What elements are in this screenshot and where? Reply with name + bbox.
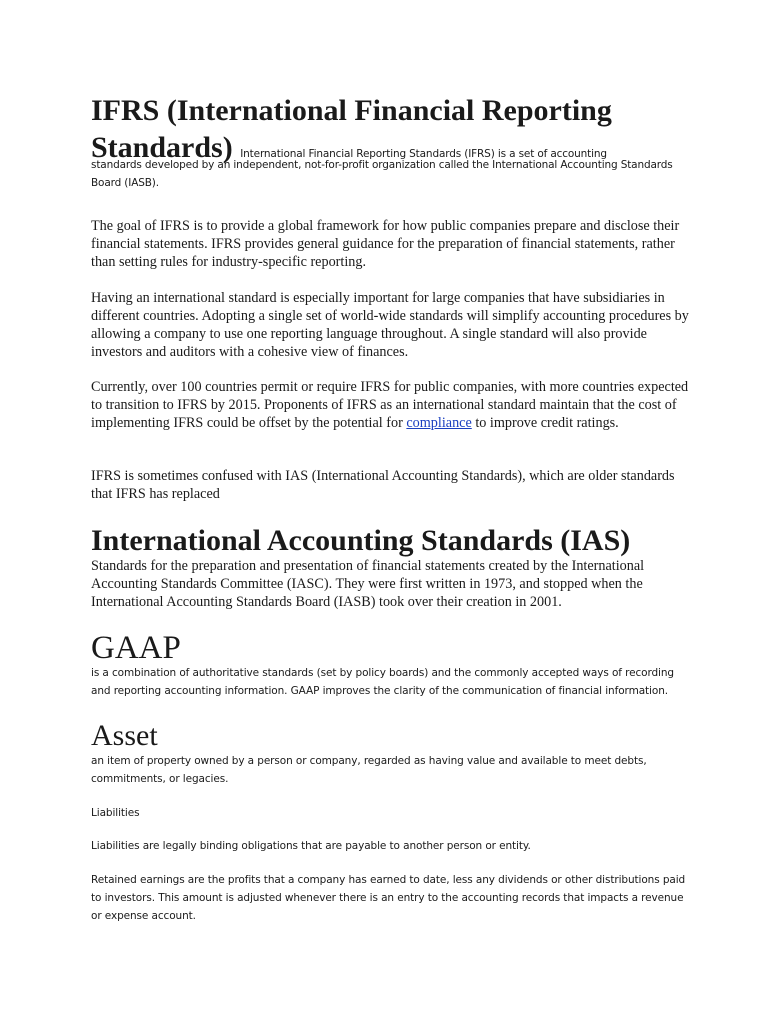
retained-earnings-paragraph: Retained earnings are the profits that a company has earned to date, less any dividends or other distributions paid to investors. This amount is adjusted whenever there is an entry to the accounting records that impacts a revenue or expense account. xyxy=(91,874,686,922)
ifrs-international-paragraph: Having an international standard is especially important for large companies that have subsidiaries in different countries. Adopting a single set of world-wide standards will simplify accounting procedures by allowing a company to use one reporting language throughout. A single standard will also provide investors and auditors with a cohesive view of finances. xyxy=(91,290,689,360)
liabilities-heading: Liabilities xyxy=(91,807,140,819)
ifrs-countries-text-after: to improve credit ratings. xyxy=(471,415,619,431)
ifrs-description-continued: standards developed by an independent, not-for-profit organization called the International Accounting Standards Board (IASB). xyxy=(91,159,673,189)
gaap-paragraph: is a combination of authoritative standards (set by policy boards) and the commonly accepted ways of recording and reporting accounting information. GAAP improves the clarity of the communication of financial information. xyxy=(91,667,674,697)
liabilities-paragraph: Liabilities are legally binding obligations that are payable to another person or entity. xyxy=(91,840,531,852)
asset-heading: Asset xyxy=(91,719,158,752)
compliance-link[interactable]: compliance xyxy=(406,415,472,431)
ifrs-heading xyxy=(91,92,691,192)
ifrs-countries-text-before: Currently, over 100 countries permit or require IFRS for public companies, with more countries expected to transition to IFRS by 2015. Proponents of IFRS as an international standard maintain that the cost of implementing IFRS could be offset by the potential for xyxy=(91,379,689,431)
ifrs-goal-paragraph: The goal of IFRS is to provide a global framework for how public companies prepare and disclose their financial statements. IFRS provides general guidance for the preparation of financial statements, rather than setting rules for industry-specific reporting. xyxy=(91,218,680,270)
ifrs-countries-paragraph xyxy=(91,378,691,432)
ias-heading: International Accounting Standards (IAS) xyxy=(91,524,631,557)
ifrs-description-inline: International Financial Reporting Standards (IFRS) is a set of accounting xyxy=(240,148,607,160)
ifrs-ias-paragraph: IFRS is sometimes confused with IAS (International Accounting Standards), which are older standards that IFRS has replaced xyxy=(91,468,675,502)
asset-paragraph: an item of property owned by a person or company, regarded as having value and available to meet debts, commitments, or legacies. xyxy=(91,755,647,785)
gaap-heading: GAAP xyxy=(91,630,181,666)
ias-paragraph: Standards for the preparation and presentation of financial statements created by the International Accounting Standards Committee (IASC). They were first written in 1973, and stopped when the International Accounting Standards Board (IASB) took over their creation in 2001. xyxy=(91,558,645,610)
ifrs-heading-line2: Standards) xyxy=(91,131,233,164)
ifrs-heading-line1: IFRS (International Financial Reporting xyxy=(91,94,612,127)
